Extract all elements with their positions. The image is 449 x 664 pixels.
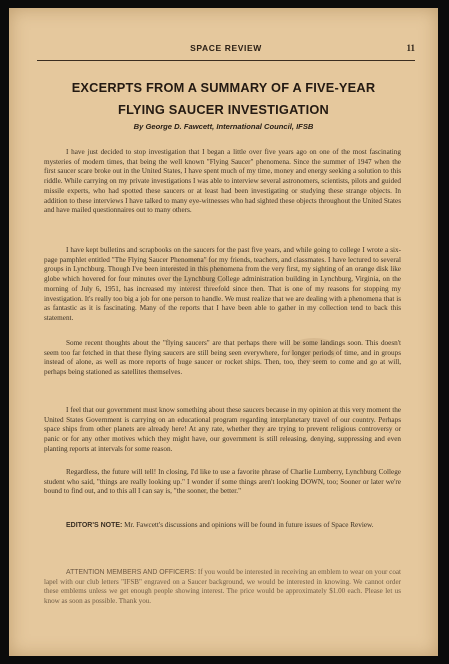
editors-note-label: EDITOR'S NOTE:: [66, 522, 123, 529]
page-header: [37, 42, 415, 61]
magazine-page: [9, 8, 438, 656]
attention-notice: [44, 568, 401, 607]
article-paragraph: Regardless, the future will tell! In closing, I'd like to use a favorite phrase of Charlie Lumberry, Lynchburg College student who said, "things are really looking up." I wonder if some things aren't looking DOWN, too; Sooner or later we're bound to find out, and to this all I can say is, "the sooner, the better.": [44, 468, 401, 496]
article-paragraph: I feel that our government must know something about these saucers because in my opinion at this very moment the United States Government is carrying on an educational program regarding interplanetary travel of our country. Perhaps space ships from other planets are already here! At any rate, whether they are trying to prevent religious controversy or panic or for any other motives which they might have, our government is still releasing, denying, suppressing and even planting reports at intervals for some reason.: [44, 406, 401, 453]
article-paragraph: I have just decided to stop investigation that I began a little over five years ago on one of the most fascinating mysteries of modern times, that being the well known "Flying Saucer" phenomena. Since the summer of 1947 when the first saucer scare broke out in the United States, I have spent much of my time, money and energy seeking a solution to this riddle. While carrying on my private investigations I was able to interview several astronomers, scientists, pilots and guided missile experts, who had spotted these saucers or at least had been investigating or studying these strange objects. In addition to these interviews I have talked to many eye-witnesses who had sighted these objects throughout the United States and have mailed questionnaires out to many others.: [44, 148, 401, 215]
running-title: SPACE REVIEW: [190, 43, 262, 53]
article-paragraph: I have kept bulletins and scrapbooks on the saucers for the past five years, and while going to college I wrote a six-page pamphlet entitled "The Flying Saucer Phenomena" for my friends, teachers, and classmates. I have lectured to several groups in Lynchburg. Though I've been interested in this phenomena from the very first, my sighting of an orange disk like globe which hovered for four minutes over the Lynchburg College administration building in Lynchburg, Virginia, on the morning of July 6, 1951, has increased my interest threefold since then. That is one of my reasons for stopping my investigation. It's really too big a job for one person to handle. We must realize that we are dealing with a phenomena that is as fantastic as it is fascinating. Many of the reports that I have been able to gather in my collection tend to back this statement.: [44, 246, 401, 322]
page-number: 11: [406, 43, 415, 53]
attention-notice-text: If you would be interested in receiving an emblem to wear on your coat lapel with our club letters "IFSB" engraved on a Saucer background, we would be interested in knowing. We cannot order these emblems unless we get enough people showing interest. The price would be approximately $1.00 each. Please let us know as soon as possible. Thank you.: [44, 568, 401, 606]
article-byline: By George D. Fawcett, International Council, IFSB: [133, 122, 314, 131]
article-title-line-2: FLYING SAUCER INVESTIGATION: [118, 102, 329, 117]
editors-note: [44, 521, 401, 531]
attention-notice-label: ATTENTION MEMBERS AND OFFICERS:: [66, 569, 197, 576]
article-paragraph: Some recent thoughts about the "flying saucers" are that perhaps there will be some landings soon. This doesn't seem too far fetched in that these flying saucers are still being seen everywhere, for longer periods of time, and in groups instead of alone, as well as more reports of huge saucer or rocket ships. Then, too, they seem to come and go at will, perhaps being stationed as satellites themselves.: [44, 339, 401, 377]
editors-note-text: Mr. Fawcett's discussions and opinions will be found in future issues of Space Review.: [122, 521, 374, 529]
article-title-line-1: EXCERPTS FROM A SUMMARY OF A FIVE-YEAR: [71, 80, 376, 95]
